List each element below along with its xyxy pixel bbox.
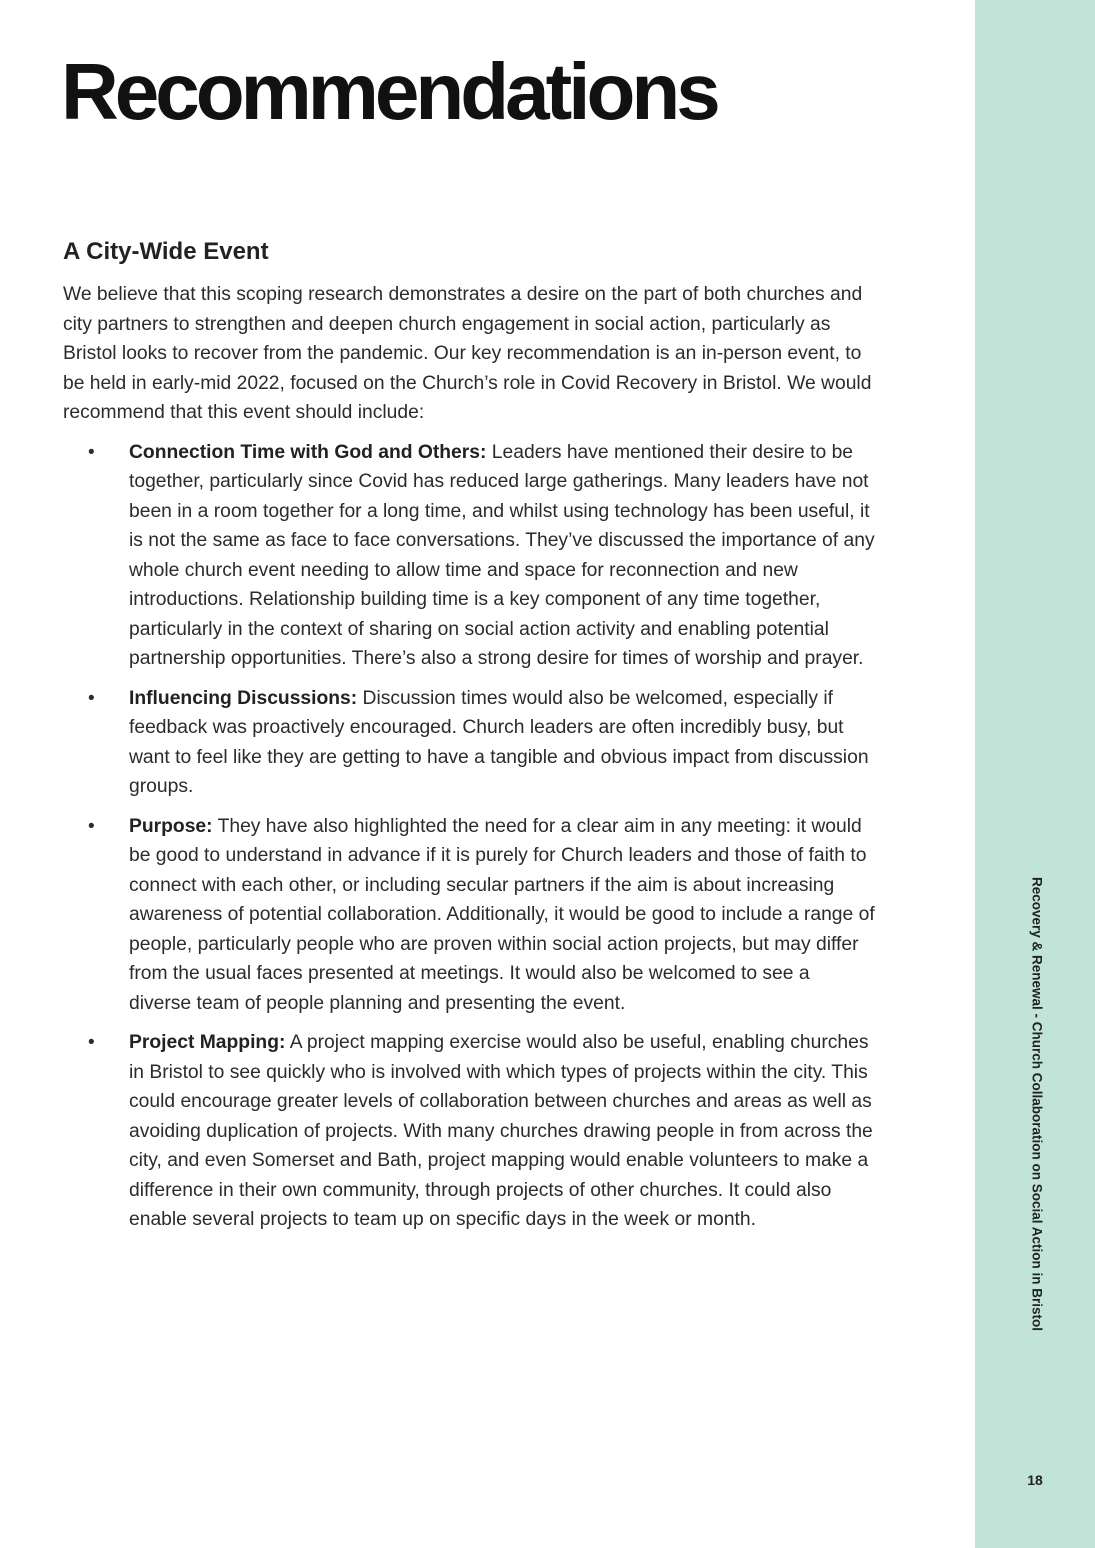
- page-title: Recommendations: [61, 47, 717, 136]
- item-text: Discussion times would also be welcomed, especially if feedback was proactively encouraged. Church leaders are often incredibly busy, but want to feel like they are getting to have a tangible and obvious impact from discussion groups.: [129, 687, 869, 797]
- item-term: Influencing Discussions:: [129, 687, 358, 709]
- recommendation-item: [63, 812, 875, 1019]
- bullet-icon: •: [88, 1032, 95, 1053]
- item-text: Leaders have mentioned their desire to be together, particularly since Covid has reduced large gatherings. Many leaders have not been in a room together for a long time, and whilst using technology has been useful, it is not the same as face to face conversations. They’ve discussed the importance of any whole church event needing to allow time and space for reconnection and new introductions. Relationship building time is a key component of any time together, particularly in the context of sharing on social action activity and enabling potential partnership opportunities. There’s also a strong desire for times of worship and prayer.: [129, 441, 875, 669]
- item-term: Purpose:: [129, 815, 213, 837]
- intro-paragraph: We believe that this scoping research demonstrates a desire on the part of both churches and city partners to strengthen and deepen church engagement in social action, particularly as Bristol looks to recover from the pandemic. Our key recommendation is an in-person event, to be held in early-mid 2022, focused on the Church’s role in Covid Recovery in Bristol. We would recommend that this event should include:: [63, 284, 872, 423]
- bullet-icon: •: [88, 441, 95, 463]
- running-title: Recovery & Renewal - Church Collaboration on Social Action in Bristol: [1029, 876, 1045, 1332]
- section-heading: A City-Wide Event: [63, 238, 269, 265]
- bullet-icon: •: [88, 815, 95, 837]
- page-number: 18: [1027, 1472, 1043, 1488]
- content-column: [63, 234, 875, 1245]
- item-term: Connection Time with God and Others:: [129, 441, 487, 463]
- recommendation-item: [63, 438, 875, 674]
- recommendation-item: [63, 1028, 875, 1235]
- bullet-icon: •: [88, 687, 95, 709]
- item-text: They have also highlighted the need for a clear aim in any meeting: it would be good to understand in advance if it is purely for Church leaders and those of faith to connect with each other, or including secular partners if the aim is about increasing awareness of potential collaboration. Additionally, it would be good to include a range of people, particularly people who are proven within social action projects, but may differ from the usual faces presented at meetings. It would also be welcomed to see a diverse team of people planning and presenting the event.: [129, 815, 875, 1014]
- item-term: Project Mapping:: [129, 1032, 286, 1053]
- item-text: A project mapping exercise would also be useful, enabling churches in Bristol to see quickly who is involved with which types of projects within the city. This could encourage greater levels of collaboration between churches and areas as well as avoiding duplication of projects. With many churches drawing people in from across the city, and even Somerset and Bath, project mapping would enable volunteers to make a difference in their own community, through projects of other churches. It could also enable several projects to team up on specific days in the week or month.: [129, 1032, 873, 1230]
- recommendation-item: [63, 684, 875, 802]
- recommendation-list: [63, 438, 875, 1235]
